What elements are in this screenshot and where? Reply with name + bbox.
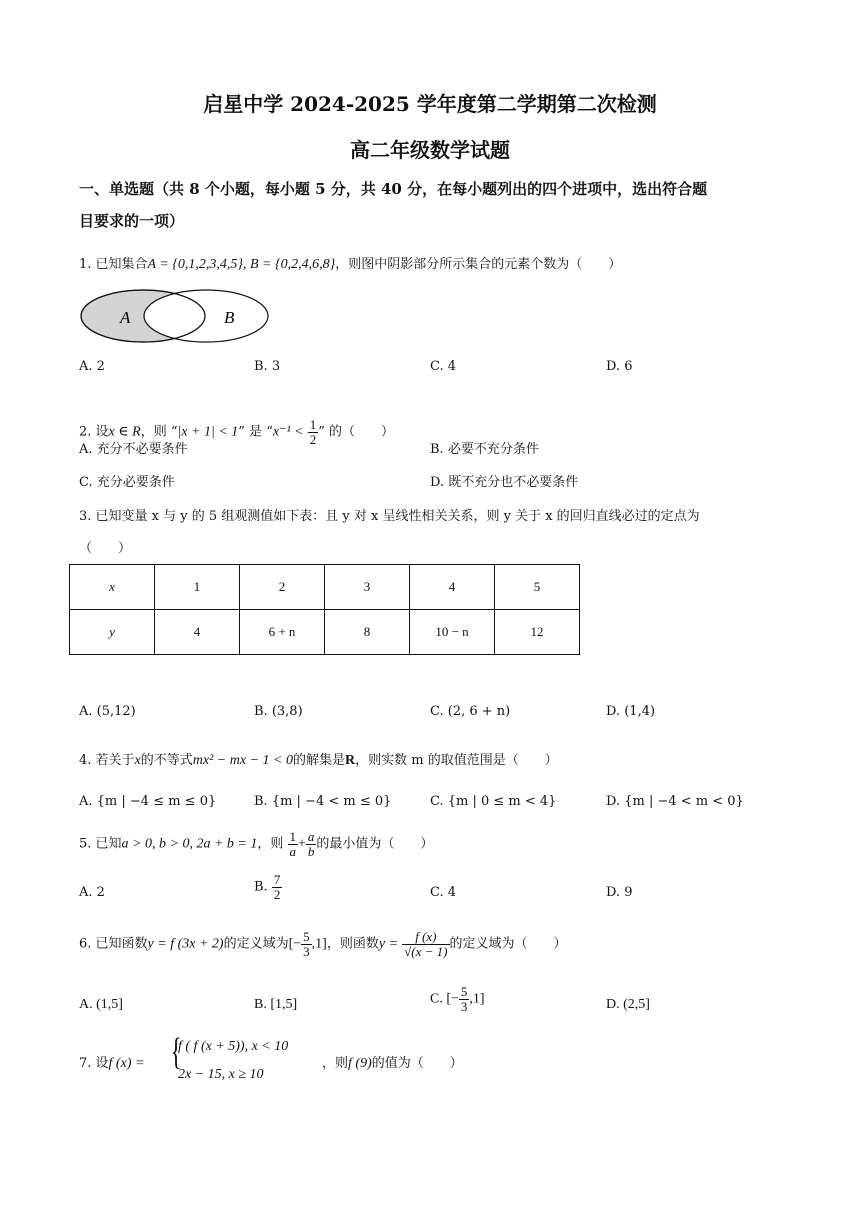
table-row [70,565,580,610]
q4-mid2: 的解集是 [292,753,345,768]
question-1 [79,253,621,273]
q6-option-c: C. [− $\frac{5}{3}$ ,1] [430,984,485,1014]
q5-tail: 的最小值为（ ） [316,836,434,852]
q5-option-a: A. 2 [79,885,105,900]
q1-option-d: D. 6 [606,359,633,374]
question-3-line2: （ ） [79,541,132,556]
section-header-line2: 目要求的一项） [79,212,185,230]
table-cell: 4 [155,610,240,655]
q3-option-c: C. (2, 6 + n) [430,704,511,719]
q6-function: y = f (3x + 2) [147,936,224,952]
q2-num: 2. 设 [79,424,109,440]
table-cell: 2 [240,565,325,610]
q7-case-2: 2x − 15, x ≥ 10 [178,1067,264,1082]
q6-mid: 的定义域为 [223,936,289,952]
question-3-line1: 3. 已知变量 x 与 y 的 5 组观测值如下表：且 y 对 x 呈线性相关关系，则 y 关于 x 的回归直线必过的定点为 [79,509,700,524]
q4-tail: ，则实数 m 的取值范围是（ ） [355,753,558,768]
q6-num: 6. 已知函数 [79,936,148,952]
q6-tail: 的定义域为（ ） [449,936,567,952]
table-cell: 12 [495,610,580,655]
q5-option-b: B. $\frac{7}{2}$ [254,872,281,902]
table-cell: 3 [325,565,410,610]
q5-condition: a > 0, b > 0, 2a + b = 1 [121,836,258,852]
q6-option-c-fraction: $\frac{5}{3}$ [460,984,468,1014]
table-cell: 1 [155,565,240,610]
exam-title: 启星中学 2024-2025 学年度第二学期第二次检测 [203,92,657,116]
q7-f9: f (9) [348,1056,372,1071]
q1-tail: ，则图中阴影部分所示集合的元素个数为（ ） [335,257,622,272]
q5-fraction-2: $\frac{a}{b}$ [307,829,315,859]
q2-cond2: |x + 1| < 1 [177,424,239,440]
q2-mid2: ” 是 “ [238,424,273,440]
q4-inequality: mx² − mx − 1 < 0 [192,753,293,768]
q5-num: 5. 已知 [79,836,122,852]
q3-option-d: D. (1,4) [606,704,656,719]
question-5 [79,830,433,858]
q3-option-b: B. (3,8) [254,704,303,719]
question-4 [79,749,558,769]
q2-tail: ” 的（ ） [318,424,395,440]
q4-option-c: C. {m | 0 ≤ m < 4} [430,794,557,809]
q1-option-a: A. 2 [79,359,105,374]
q7-brace: { [170,1031,182,1073]
q2-cond1: x ∈ R [108,424,141,440]
q7-fx: f (x) = [108,1056,145,1071]
q4-option-a: A. {m | −4 ≤ m ≤ 0} [79,794,217,809]
q2-fraction: $\frac{1}{2}$ [309,417,317,447]
q6-option-d: D. (2,5] [606,997,650,1012]
table-cell: 5 [495,565,580,610]
q2-mid1: ，则 “ [140,424,178,440]
q2-option-b: B. 必要不充分条件 [430,442,539,457]
table-row [70,610,580,655]
exam-subtitle: 高二年级数学试题 [350,138,510,162]
q5-option-b-fraction: $\frac{7}{2}$ [273,872,281,902]
q1-option-c: C. 4 [430,359,457,374]
q6-domain-fraction: $\frac{5}{3}$ [303,929,310,959]
q5-option-d: D. 9 [606,885,633,900]
section-header-line1: 一、单选题（共 8 个小题，每小题 5 分，共 40 分，在每小题列出的四个进项中，选出符合题 [79,180,708,198]
q4-option-d: D. {m | −4 < m < 0} [606,794,744,809]
q6-mid2: ，则函数 [326,936,379,952]
table-cell: 6 + n [240,610,325,655]
venn-diagram [77,285,273,347]
table-cell: x [70,565,155,610]
table-cell: 4 [410,565,495,610]
q5-mid: ，则 [257,836,284,852]
q3-option-a: A. (5,12) [79,704,136,719]
observation-table [69,564,580,655]
q2-option-a: A. 充分不必要条件 [79,442,188,457]
q1-option-b: B. 3 [254,359,281,374]
question-6: 6. 已知函数y = f (3x + 2)的定义域为[− $\frac{5}{3}$ ,1]，则函数y = $\frac{f (x)}{√(x - 1)}$ 的定义域为（ ） [79,929,567,959]
table-cell: 10 − n [410,610,495,655]
q2-option-c: C. 充分必要条件 [79,475,175,490]
question-7-prefix: 7. 设f (x) = [79,1056,145,1071]
q4-num: 4. 若关于 [79,753,135,768]
q4-set-r: R [344,753,356,768]
question-7-tail: ，则f (9)的值为（ ） [322,1056,463,1071]
venn-label-b: B [224,308,235,327]
q4-var: x [134,753,141,768]
q2-cond3: x⁻¹ < [272,424,304,440]
q6-option-a: A. (1,5] [79,997,123,1012]
venn-label-a: A [120,308,131,327]
q5-plus: + [298,836,306,852]
q6-function-fraction: $\frac{f (x)}{√(x - 1)}$ [404,929,448,959]
q6-option-b: B. [1,5] [254,997,298,1012]
q5-option-c: C. 4 [430,885,457,900]
table-cell: 8 [325,610,410,655]
q4-mid: 的不等式 [140,753,193,768]
q6-function2: y = [378,936,399,952]
q2-option-d: D. 既不充分也不必要条件 [430,475,579,490]
q4-option-b: B. {m | −4 < m ≤ 0} [254,794,392,809]
q5-fraction-1: $\frac{1}{a}$ [289,829,296,859]
q1-sets: A = {0,1,2,3,4,5}, B = {0,2,4,6,8} [147,257,336,272]
q1-num: 1. 已知集合 [79,257,148,272]
table-cell: y [70,610,155,655]
q7-case-1: f ( f (x + 5)), x < 10 [178,1039,289,1054]
